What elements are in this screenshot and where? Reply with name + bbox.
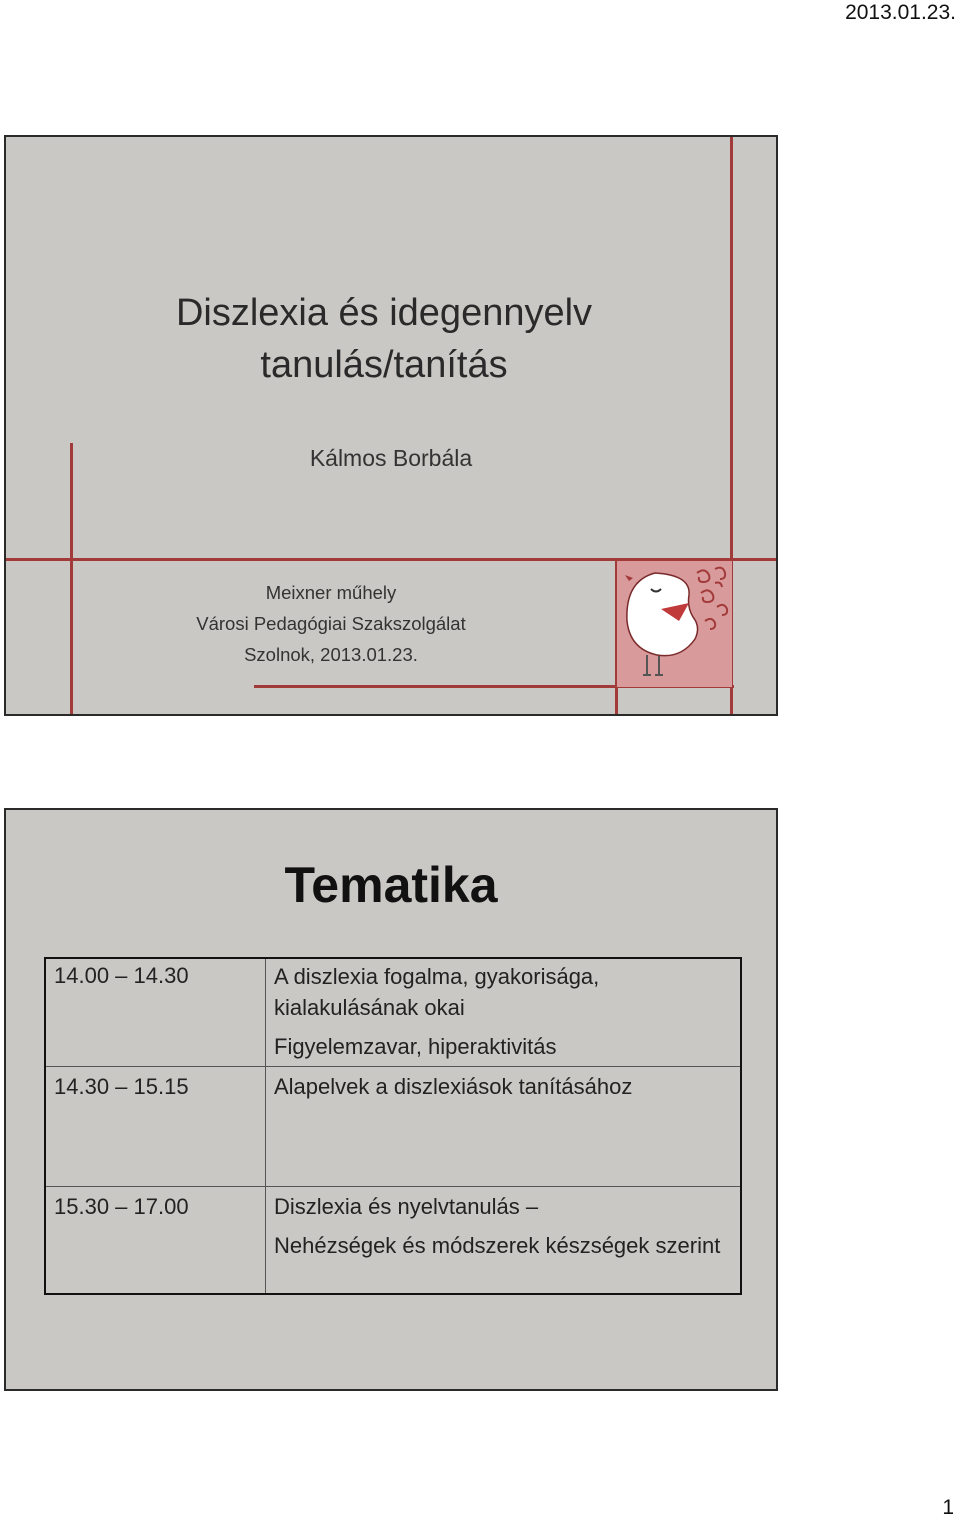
row-2-time: 14.30 – 15.15 [54, 1074, 189, 1099]
org-line-3: Szolnok, 2013.01.23. [244, 644, 418, 665]
author-name: Kálmos Borbála [309, 445, 473, 471]
title-slide [4, 135, 778, 716]
column-divider [265, 959, 266, 1293]
row-3-topic-line-1: Diszlexia és nyelvtanulás – [274, 1194, 539, 1219]
logo-box [617, 561, 732, 687]
agenda-slide [4, 808, 778, 1391]
row-3-topic-line-2: Nehézségek és módszerek készségek szerint [274, 1233, 721, 1258]
row-3-topic [274, 1191, 720, 1261]
slide-title [46, 287, 722, 391]
row-1-topic [274, 961, 599, 1062]
organization-block [126, 577, 536, 670]
row-2-topic: Alapelvek a diszlexiások tanításához [274, 1074, 633, 1099]
row-1-time: 14.00 – 14.30 [54, 963, 189, 988]
row-3-time: 15.30 – 17.00 [54, 1194, 189, 1219]
row-divider-1 [46, 1066, 740, 1067]
row-1-topic-line-1: A diszlexia fogalma, gyakorisága, [274, 964, 600, 989]
schedule-table [44, 957, 742, 1295]
org-line-1: Meixner műhely [265, 582, 397, 603]
row-divider-2 [46, 1186, 740, 1187]
header-date: 2013.01.23. [845, 1, 956, 24]
org-line-2: Városi Pedagógiai Szakszolgálat [196, 613, 466, 634]
decor-line-vertical-left [70, 443, 73, 716]
title-line-2: tanulás/tanítás [260, 344, 508, 386]
bird-icon [617, 561, 732, 687]
page-number: 1 [942, 1496, 954, 1519]
title-line-1: Diszlexia és idegennyelv [175, 292, 593, 334]
agenda-title: Tematika [284, 857, 498, 913]
row-1-topic-line-2: kialakulásának okai [274, 995, 465, 1020]
row-1-topic-line-3: Figyelemzavar, hiperaktivitás [274, 1034, 557, 1059]
